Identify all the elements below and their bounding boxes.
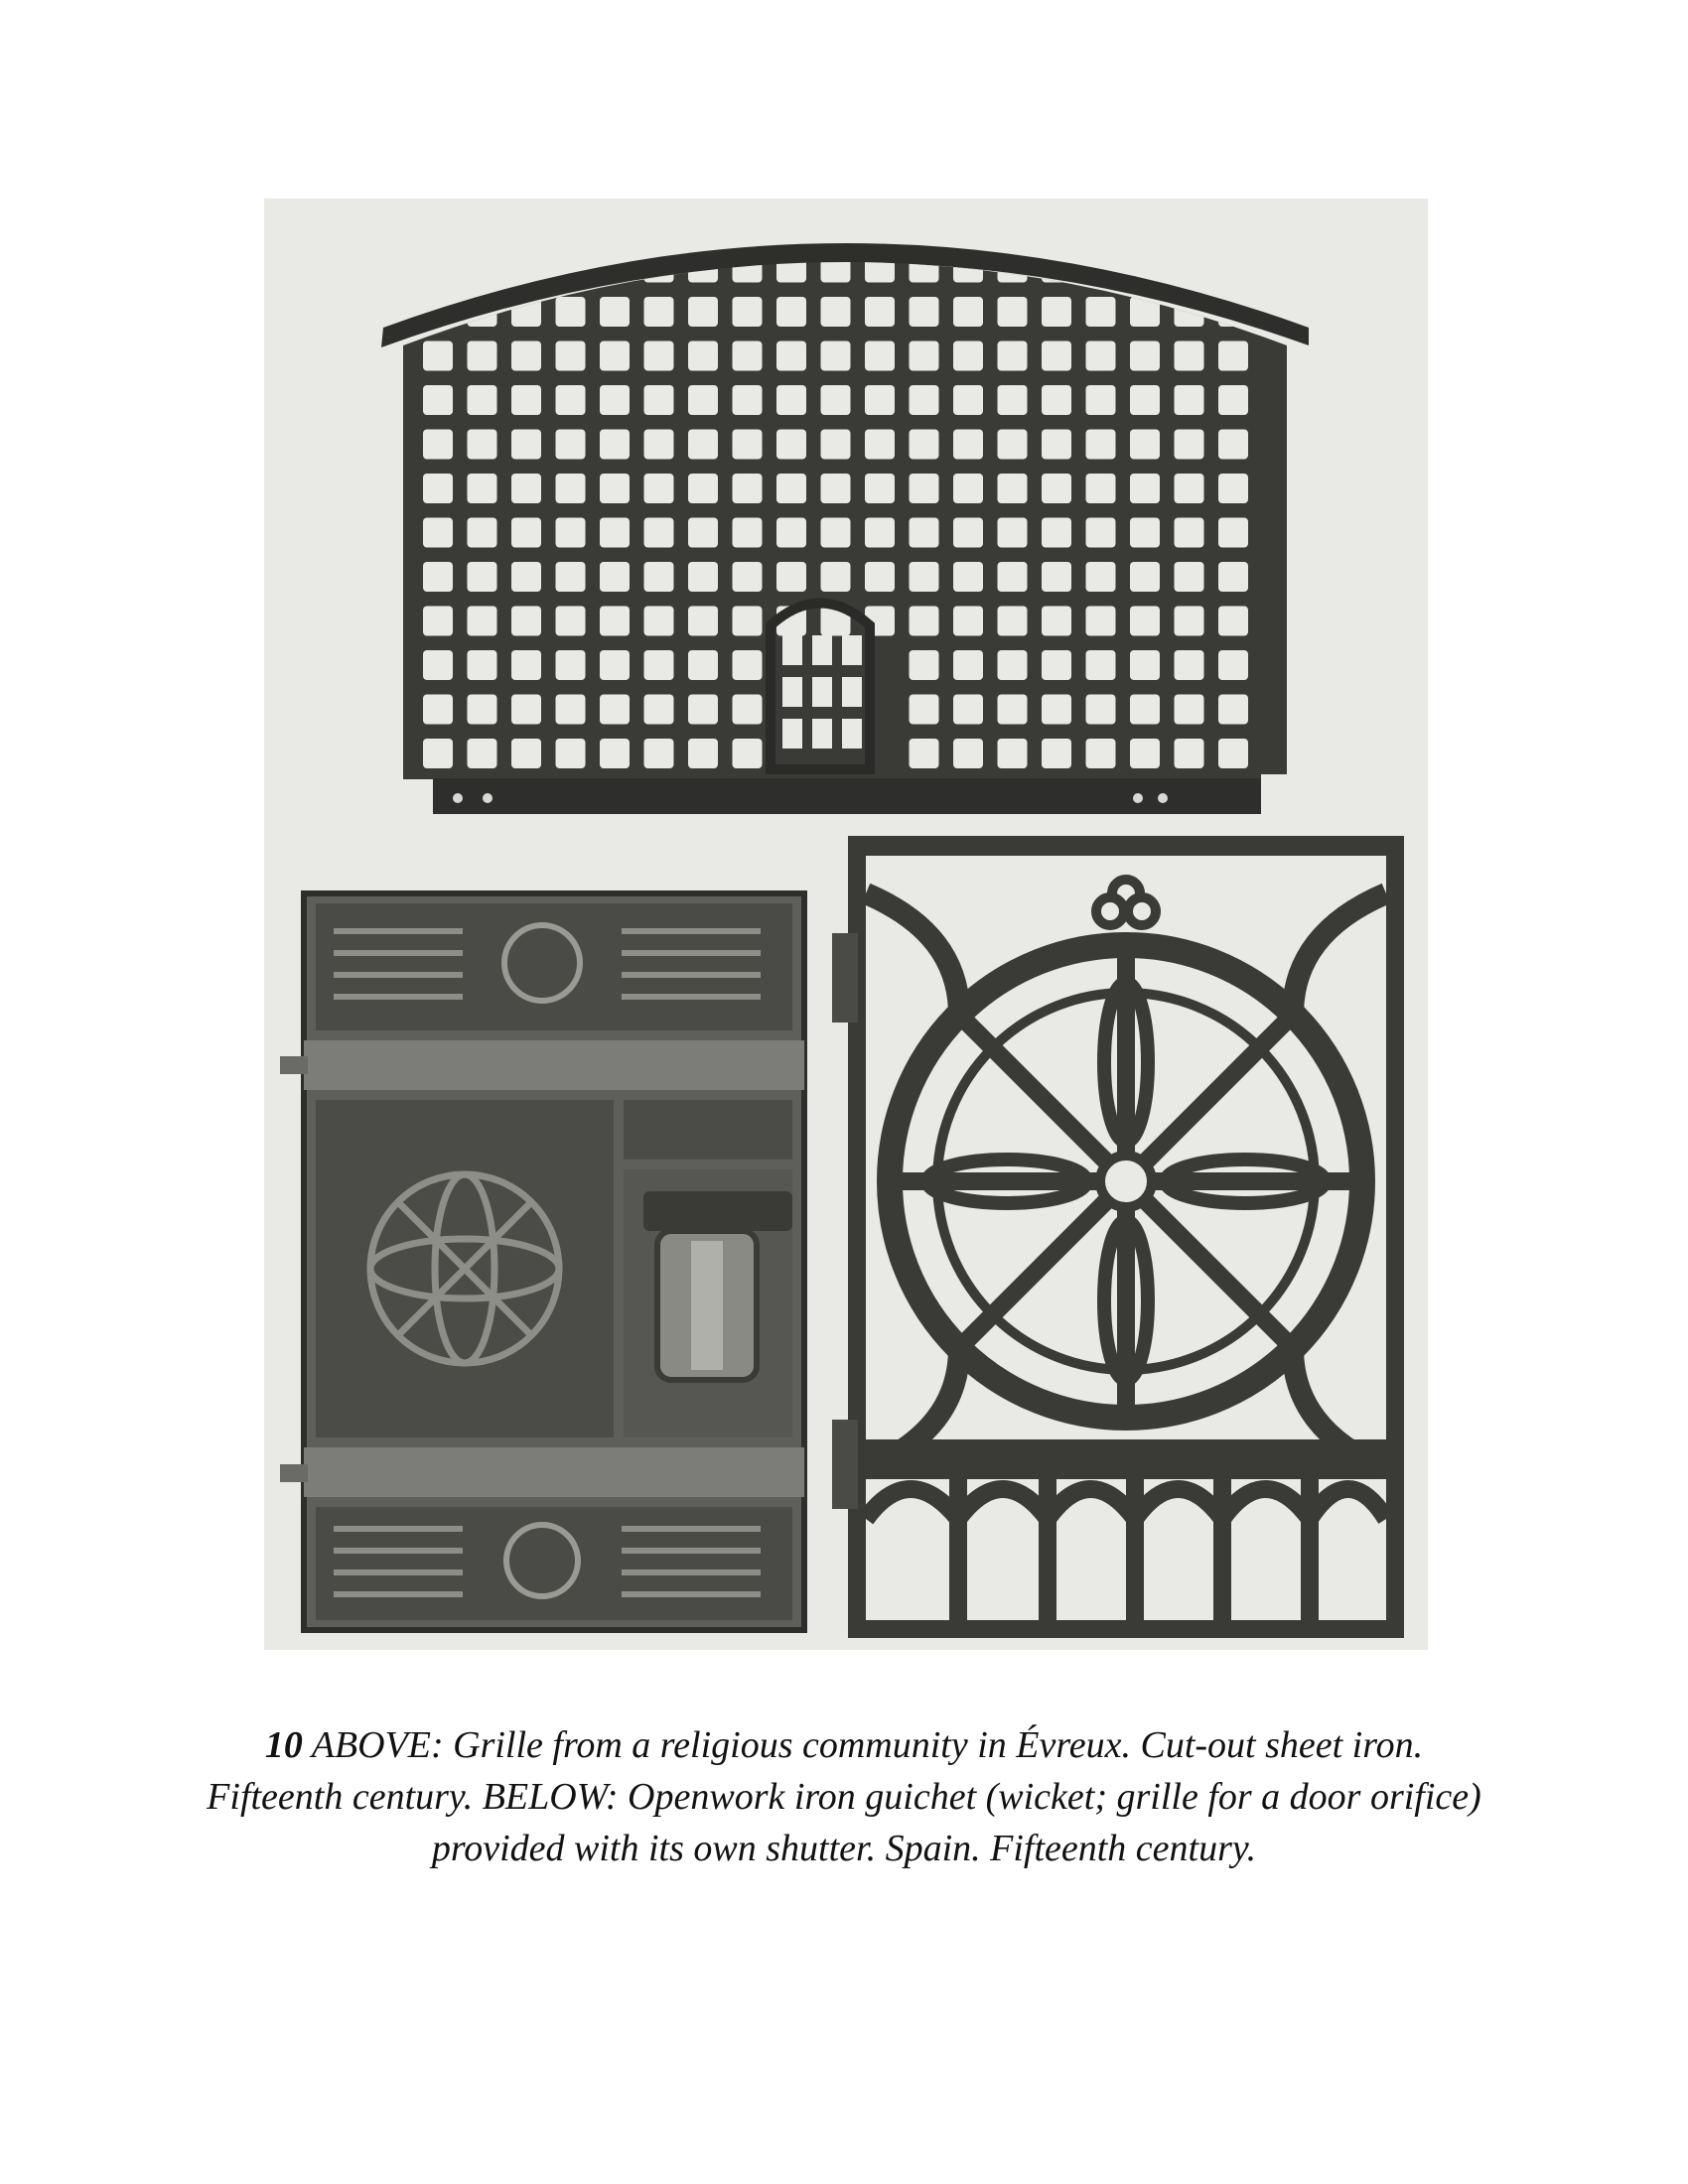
grille-opening: [998, 695, 1028, 725]
grille-opening: [865, 518, 895, 548]
grille-opening: [1086, 562, 1116, 592]
grille-opening: [776, 430, 806, 460]
grille-opening: [1130, 695, 1160, 725]
grille-opening: [776, 518, 806, 548]
grille-opening: [511, 430, 541, 460]
grille-opening: [1086, 341, 1116, 371]
grille-opening: [423, 695, 453, 725]
grille-opening: [1086, 607, 1116, 636]
grille-opening: [776, 385, 806, 415]
grille-opening: [644, 474, 674, 503]
grille-opening: [600, 430, 630, 460]
grille-opening: [423, 341, 453, 371]
grille-opening: [423, 474, 453, 503]
grille-opening: [556, 607, 586, 636]
grille-opening: [1086, 695, 1116, 725]
grille-opening: [688, 739, 718, 768]
grille-opening: [556, 695, 586, 725]
grille-opening: [1130, 607, 1160, 636]
grille-opening: [688, 430, 718, 460]
grille-opening: [733, 562, 763, 592]
grille-opening: [600, 208, 630, 238]
grille-opening: [600, 650, 630, 680]
grille-opening: [688, 297, 718, 327]
grille-opening: [423, 430, 453, 460]
grille-opening: [468, 474, 497, 503]
grille-opening: [1042, 385, 1071, 415]
grille-opening: [733, 208, 763, 238]
grille-opening: [910, 385, 939, 415]
grille-opening: [733, 695, 763, 725]
grille-opening: [910, 430, 939, 460]
grille-opening: [688, 518, 718, 548]
grille-opening: [511, 341, 541, 371]
grille-opening: [468, 695, 497, 725]
grille-opening: [733, 385, 763, 415]
grille-opening: [1130, 430, 1160, 460]
grille-opening: [1218, 562, 1248, 592]
grille-opening: [1042, 695, 1071, 725]
grille-opening: [556, 562, 586, 592]
grille-opening: [1175, 518, 1204, 548]
grille-opening: [910, 607, 939, 636]
grille-opening: [1175, 607, 1204, 636]
grille-opening: [468, 562, 497, 592]
grille-opening: [821, 297, 851, 327]
figure-caption-text: ABOVE: Grille from a religious community in Évreux. Cut-out sheet iron. Fifteenth century. BELOW: Openwork iron guichet (wicket; grille for a door orifice) provided with its own shutter. Spain. Fifteenth century.: [207, 1724, 1481, 1869]
grille-opening: [953, 430, 983, 460]
grille-opening: [910, 739, 939, 768]
grille-opening: [1042, 430, 1071, 460]
grille-opening: [733, 607, 763, 636]
grille-opening: [1175, 650, 1204, 680]
inner-door-opening: [782, 677, 802, 707]
grille-opening: [556, 650, 586, 680]
grille-opening: [1042, 297, 1071, 327]
grille-opening: [1042, 518, 1071, 548]
grille-opening: [644, 297, 674, 327]
grille-opening: [468, 518, 497, 548]
grille-opening: [556, 208, 586, 238]
grille-opening: [1042, 474, 1071, 503]
grille-opening: [644, 518, 674, 548]
grille-opening: [468, 430, 497, 460]
grille-opening: [688, 208, 718, 238]
grille-opening: [556, 297, 586, 327]
grille-opening: [423, 562, 453, 592]
grille-opening: [423, 208, 453, 238]
inner-door-opening: [812, 719, 832, 749]
grille-opening: [1218, 341, 1248, 371]
grille-opening: [1086, 208, 1116, 238]
grille-opening: [1130, 650, 1160, 680]
inner-door-opening: [782, 719, 802, 749]
grille-opening: [468, 739, 497, 768]
grille-opening: [468, 385, 497, 415]
grille-opening: [600, 607, 630, 636]
grille-opening: [1218, 385, 1248, 415]
figure-number: 10: [264, 1724, 303, 1766]
grille-opening: [600, 474, 630, 503]
grille-opening: [1218, 518, 1248, 548]
grille-opening: [1086, 650, 1116, 680]
grille-opening: [1130, 562, 1160, 592]
grille-opening: [821, 341, 851, 371]
grille-opening: [423, 650, 453, 680]
grille-opening: [910, 208, 939, 238]
grille-opening: [733, 518, 763, 548]
grille-opening: [644, 695, 674, 725]
grille-opening: [1218, 650, 1248, 680]
grille-opening: [1086, 474, 1116, 503]
grille-opening: [821, 518, 851, 548]
grille-opening: [644, 341, 674, 371]
grille-opening: [556, 385, 586, 415]
guichet-grille-image: [832, 836, 1404, 1638]
grille-opening: [865, 562, 895, 592]
grille-opening: [998, 297, 1028, 327]
grille-opening: [644, 562, 674, 592]
grille-opening: [1086, 385, 1116, 415]
grille-opening: [776, 562, 806, 592]
grille-opening: [511, 474, 541, 503]
grille-opening: [953, 385, 983, 415]
grille-opening: [1175, 474, 1204, 503]
grille-opening: [556, 739, 586, 768]
grille-opening: [953, 474, 983, 503]
grille-opening: [776, 208, 806, 238]
grille-opening: [1175, 562, 1204, 592]
grille-opening: [821, 430, 851, 460]
grille-opening: [468, 341, 497, 371]
grille-opening: [733, 297, 763, 327]
grille-opening: [733, 341, 763, 371]
grille-opening: [600, 518, 630, 548]
grille-opening: [688, 695, 718, 725]
grille-opening: [511, 607, 541, 636]
grille-opening: [644, 385, 674, 415]
grille-opening: [511, 518, 541, 548]
grille-opening: [511, 739, 541, 768]
grille-opening: [910, 297, 939, 327]
grille-opening: [1130, 341, 1160, 371]
grille-opening: [1130, 208, 1160, 238]
inner-door-opening: [842, 677, 862, 707]
grille-opening: [733, 430, 763, 460]
grille-opening: [998, 430, 1028, 460]
grille-opening: [644, 650, 674, 680]
grille-opening: [998, 607, 1028, 636]
photo-plate: [264, 199, 1428, 1650]
grille-opening: [556, 430, 586, 460]
grille-opening: [1130, 297, 1160, 327]
grille-opening: [468, 253, 497, 283]
inner-door-opening: [842, 719, 862, 749]
grille-opening: [865, 297, 895, 327]
grille-opening: [688, 650, 718, 680]
grille-opening: [953, 650, 983, 680]
grille-opening: [953, 297, 983, 327]
grille-opening: [511, 562, 541, 592]
grille-opening: [953, 739, 983, 768]
grille-opening: [1130, 474, 1160, 503]
grille-opening: [998, 562, 1028, 592]
grille-opening: [776, 297, 806, 327]
grille-opening: [953, 518, 983, 548]
grille-opening: [511, 695, 541, 725]
inner-door-opening: [842, 635, 862, 665]
grille-opening: [600, 385, 630, 415]
grille-opening: [511, 650, 541, 680]
grille-opening: [423, 739, 453, 768]
grille-opening: [511, 253, 541, 283]
grille-opening: [733, 739, 763, 768]
grille-opening: [998, 518, 1028, 548]
grille-opening: [644, 208, 674, 238]
grille-opening: [644, 430, 674, 460]
grille-opening: [910, 341, 939, 371]
grille-opening: [423, 385, 453, 415]
grille-opening: [600, 341, 630, 371]
grille-opening: [865, 208, 895, 238]
grille-opening: [953, 695, 983, 725]
grille-opening: [1218, 474, 1248, 503]
grille-opening: [1175, 341, 1204, 371]
grille-opening: [644, 739, 674, 768]
grille-opening: [1218, 253, 1248, 283]
grille-opening: [910, 695, 939, 725]
figure-caption: [199, 1719, 1489, 1874]
grille-opening: [468, 208, 497, 238]
grille-opening: [688, 474, 718, 503]
grille-opening: [776, 474, 806, 503]
grille-opening: [423, 518, 453, 548]
grille-opening: [556, 341, 586, 371]
grille-opening: [1175, 253, 1204, 283]
grille-opening: [688, 341, 718, 371]
grille-opening: [1175, 385, 1204, 415]
grille-opening: [953, 341, 983, 371]
grille-opening: [910, 650, 939, 680]
grille-opening: [1175, 739, 1204, 768]
grille-opening: [511, 208, 541, 238]
grille-opening: [1042, 607, 1071, 636]
grille-opening: [1218, 607, 1248, 636]
grille-opening: [776, 341, 806, 371]
grille-opening: [1130, 739, 1160, 768]
grille-opening: [998, 208, 1028, 238]
inner-door-opening: [782, 635, 802, 665]
grille-opening: [1130, 518, 1160, 548]
grille-opening: [998, 474, 1028, 503]
grille-opening: [821, 474, 851, 503]
grille-opening: [1086, 739, 1116, 768]
inner-door-opening: [812, 635, 832, 665]
shutter-panel-image: [280, 893, 804, 1630]
grille-opening: [910, 562, 939, 592]
grille-opening: [998, 341, 1028, 371]
grille-opening: [1218, 695, 1248, 725]
grille-opening: [1175, 208, 1204, 238]
grille-opening: [1042, 208, 1071, 238]
grille-opening: [1086, 430, 1116, 460]
grille-opening: [600, 695, 630, 725]
grille-opening: [953, 607, 983, 636]
grille-opening: [1218, 208, 1248, 238]
inner-door-opening: [812, 677, 832, 707]
grille-opening: [865, 341, 895, 371]
grille-opening: [688, 385, 718, 415]
grille-opening: [998, 385, 1028, 415]
grille-opening: [865, 385, 895, 415]
grille-opening: [511, 385, 541, 415]
grille-opening: [998, 650, 1028, 680]
grille-opening: [688, 562, 718, 592]
grille-opening: [1218, 430, 1248, 460]
grille-opening: [1130, 385, 1160, 415]
evreux-grille-image: [381, 208, 1309, 814]
grille-opening: [556, 518, 586, 548]
grille-opening: [1175, 430, 1204, 460]
grille-opening: [865, 474, 895, 503]
grille-opening: [1042, 650, 1071, 680]
grille-opening: [423, 607, 453, 636]
grille-opening: [733, 650, 763, 680]
grille-opening: [1042, 341, 1071, 371]
grille-opening: [1042, 562, 1071, 592]
grille-opening: [468, 607, 497, 636]
grille-opening: [468, 650, 497, 680]
grille-opening: [556, 474, 586, 503]
grille-opening: [1218, 739, 1248, 768]
grille-opening: [1042, 739, 1071, 768]
grille-opening: [821, 385, 851, 415]
grille-opening: [600, 562, 630, 592]
grille-opening: [1086, 518, 1116, 548]
grille-opening: [821, 562, 851, 592]
grille-opening: [953, 208, 983, 238]
grille-opening: [688, 607, 718, 636]
grille-opening: [910, 474, 939, 503]
grille-opening: [600, 739, 630, 768]
grille-opening: [998, 739, 1028, 768]
grille-opening: [733, 474, 763, 503]
grille-opening: [1175, 695, 1204, 725]
grille-opening: [423, 253, 453, 283]
grille-opening: [953, 562, 983, 592]
grille-opening: [821, 208, 851, 238]
grille-opening: [600, 297, 630, 327]
grille-opening: [1086, 297, 1116, 327]
grille-opening: [865, 430, 895, 460]
grille-opening: [644, 607, 674, 636]
grille-opening: [910, 518, 939, 548]
